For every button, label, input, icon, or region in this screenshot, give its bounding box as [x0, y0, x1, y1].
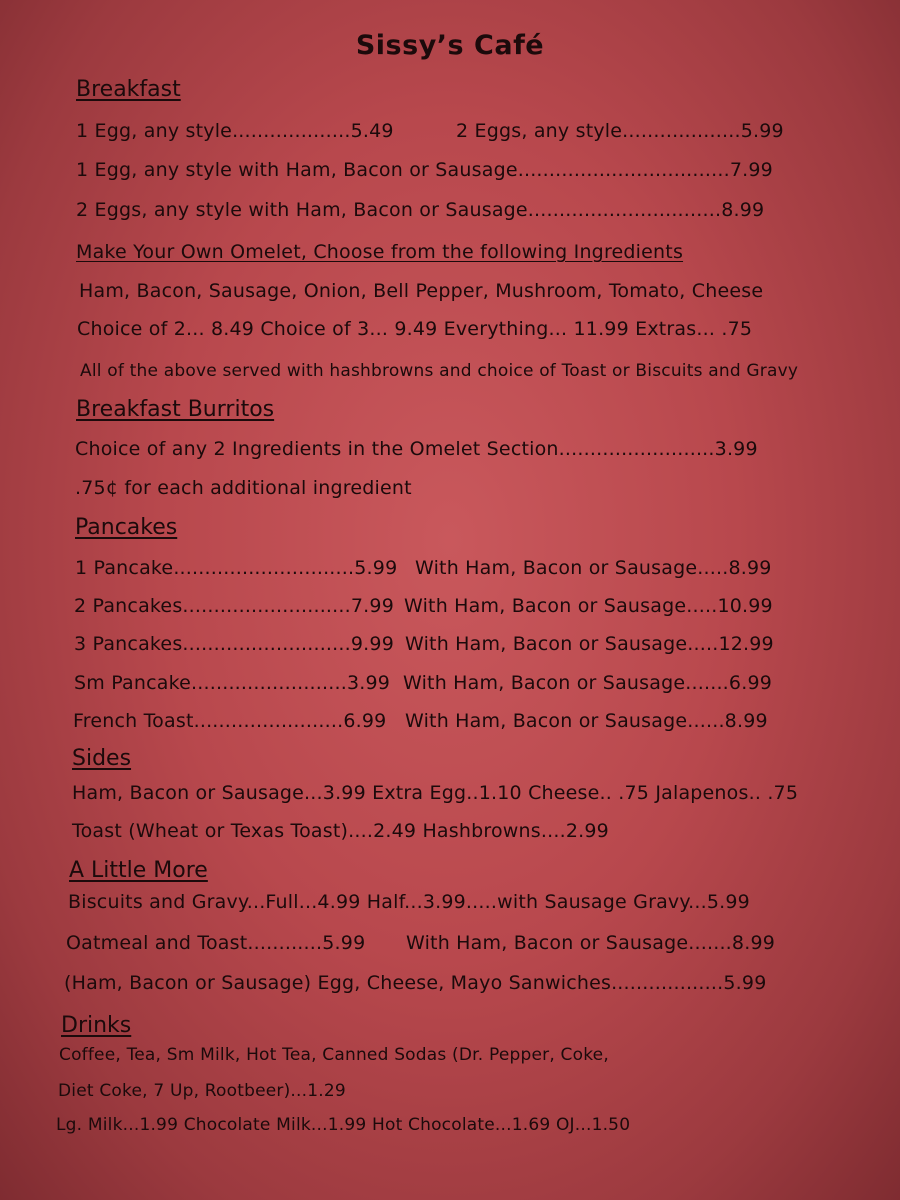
omelet-ingredients: Ham, Bacon, Sausage, Onion, Bell Pepper, Mushroom, Tomato, Cheese [79, 280, 764, 302]
pancake-item-right: With Ham, Bacon or Sausage.....8.99 [415, 557, 772, 579]
pancake-item-left: 1 Pancake.............................5.99 [75, 557, 398, 579]
pancakes-heading: Pancakes [75, 515, 178, 540]
little-more-heading: A Little More [69, 858, 208, 883]
pancake-item-left: 3 Pancakes...........................9.99 [74, 633, 394, 655]
page-title: Sissy’s Café [355, 30, 545, 61]
pancake-item-right: With Ham, Bacon or Sausage......8.99 [405, 710, 768, 732]
sides-heading: Sides [72, 746, 132, 771]
pancake-item-left: Sm Pancake.........................3.99 [74, 672, 391, 694]
served-note: All of the above served with hashbrowns and choice of Toast or Biscuits and Gravy [80, 361, 799, 381]
pancake-item-right: With Ham, Bacon or Sausage.....10.99 [404, 595, 773, 617]
drinks-line-3: Lg. Milk...1.99 Chocolate Milk...1.99 Hot Chocolate...1.69 OJ...1.50 [56, 1115, 631, 1135]
pancake-item-right: With Ham, Bacon or Sausage.......6.99 [403, 672, 773, 694]
burritos-choice: Choice of any 2 Ingredients in the Omelet Section.........................3.99 [75, 438, 758, 460]
sides-line-2: Toast (Wheat or Texas Toast)....2.49 Hashbrowns....2.99 [72, 820, 609, 842]
sandwiches: (Ham, Bacon or Sausage) Egg, Cheese, Mayo Sanwiches..................5.99 [64, 972, 767, 994]
omelet-heading: Make Your Own Omelet, Choose from the following Ingredients [76, 241, 684, 263]
omelet-prices: Choice of 2... 8.49 Choice of 3... 9.49 Everything... 11.99 Extras... .75 [77, 318, 753, 340]
breakfast-2-eggs: 2 Eggs, any style...................5.99 [456, 120, 784, 142]
drinks-line-1: Coffee, Tea, Sm Milk, Hot Tea, Canned Sodas (Dr. Pepper, Coke, [59, 1045, 609, 1065]
burritos-heading: Breakfast Burritos [76, 397, 275, 422]
oatmeal-and-toast: Oatmeal and Toast............5.99 [66, 932, 366, 954]
breakfast-1-egg-meat: 1 Egg, any style with Ham, Bacon or Sausage..................................7.99 [76, 159, 773, 181]
breakfast-1-egg: 1 Egg, any style...................5.49 [76, 120, 394, 142]
burritos-extra: .75¢ for each additional ingredient [75, 477, 412, 499]
breakfast-heading: Breakfast [76, 77, 181, 102]
drinks-line-2: Diet Coke, 7 Up, Rootbeer)...1.29 [58, 1081, 346, 1101]
oatmeal-with-meat: With Ham, Bacon or Sausage.......8.99 [406, 932, 776, 954]
pancake-item-left: 2 Pancakes...........................7.99 [74, 595, 394, 617]
sides-line-1: Ham, Bacon or Sausage...3.99 Extra Egg..1.10 Cheese.. .75 Jalapenos.. .75 [72, 782, 799, 804]
pancake-item-right: With Ham, Bacon or Sausage.....12.99 [405, 633, 774, 655]
biscuits-and-gravy: Biscuits and Gravy...Full...4.99 Half...3.99.....with Sausage Gravy...5.99 [68, 891, 750, 913]
drinks-heading: Drinks [61, 1013, 132, 1038]
pancake-item-left: French Toast........................6.99 [73, 710, 387, 732]
breakfast-2-eggs-meat: 2 Eggs, any style with Ham, Bacon or Sausage...............................8.99 [76, 199, 765, 221]
